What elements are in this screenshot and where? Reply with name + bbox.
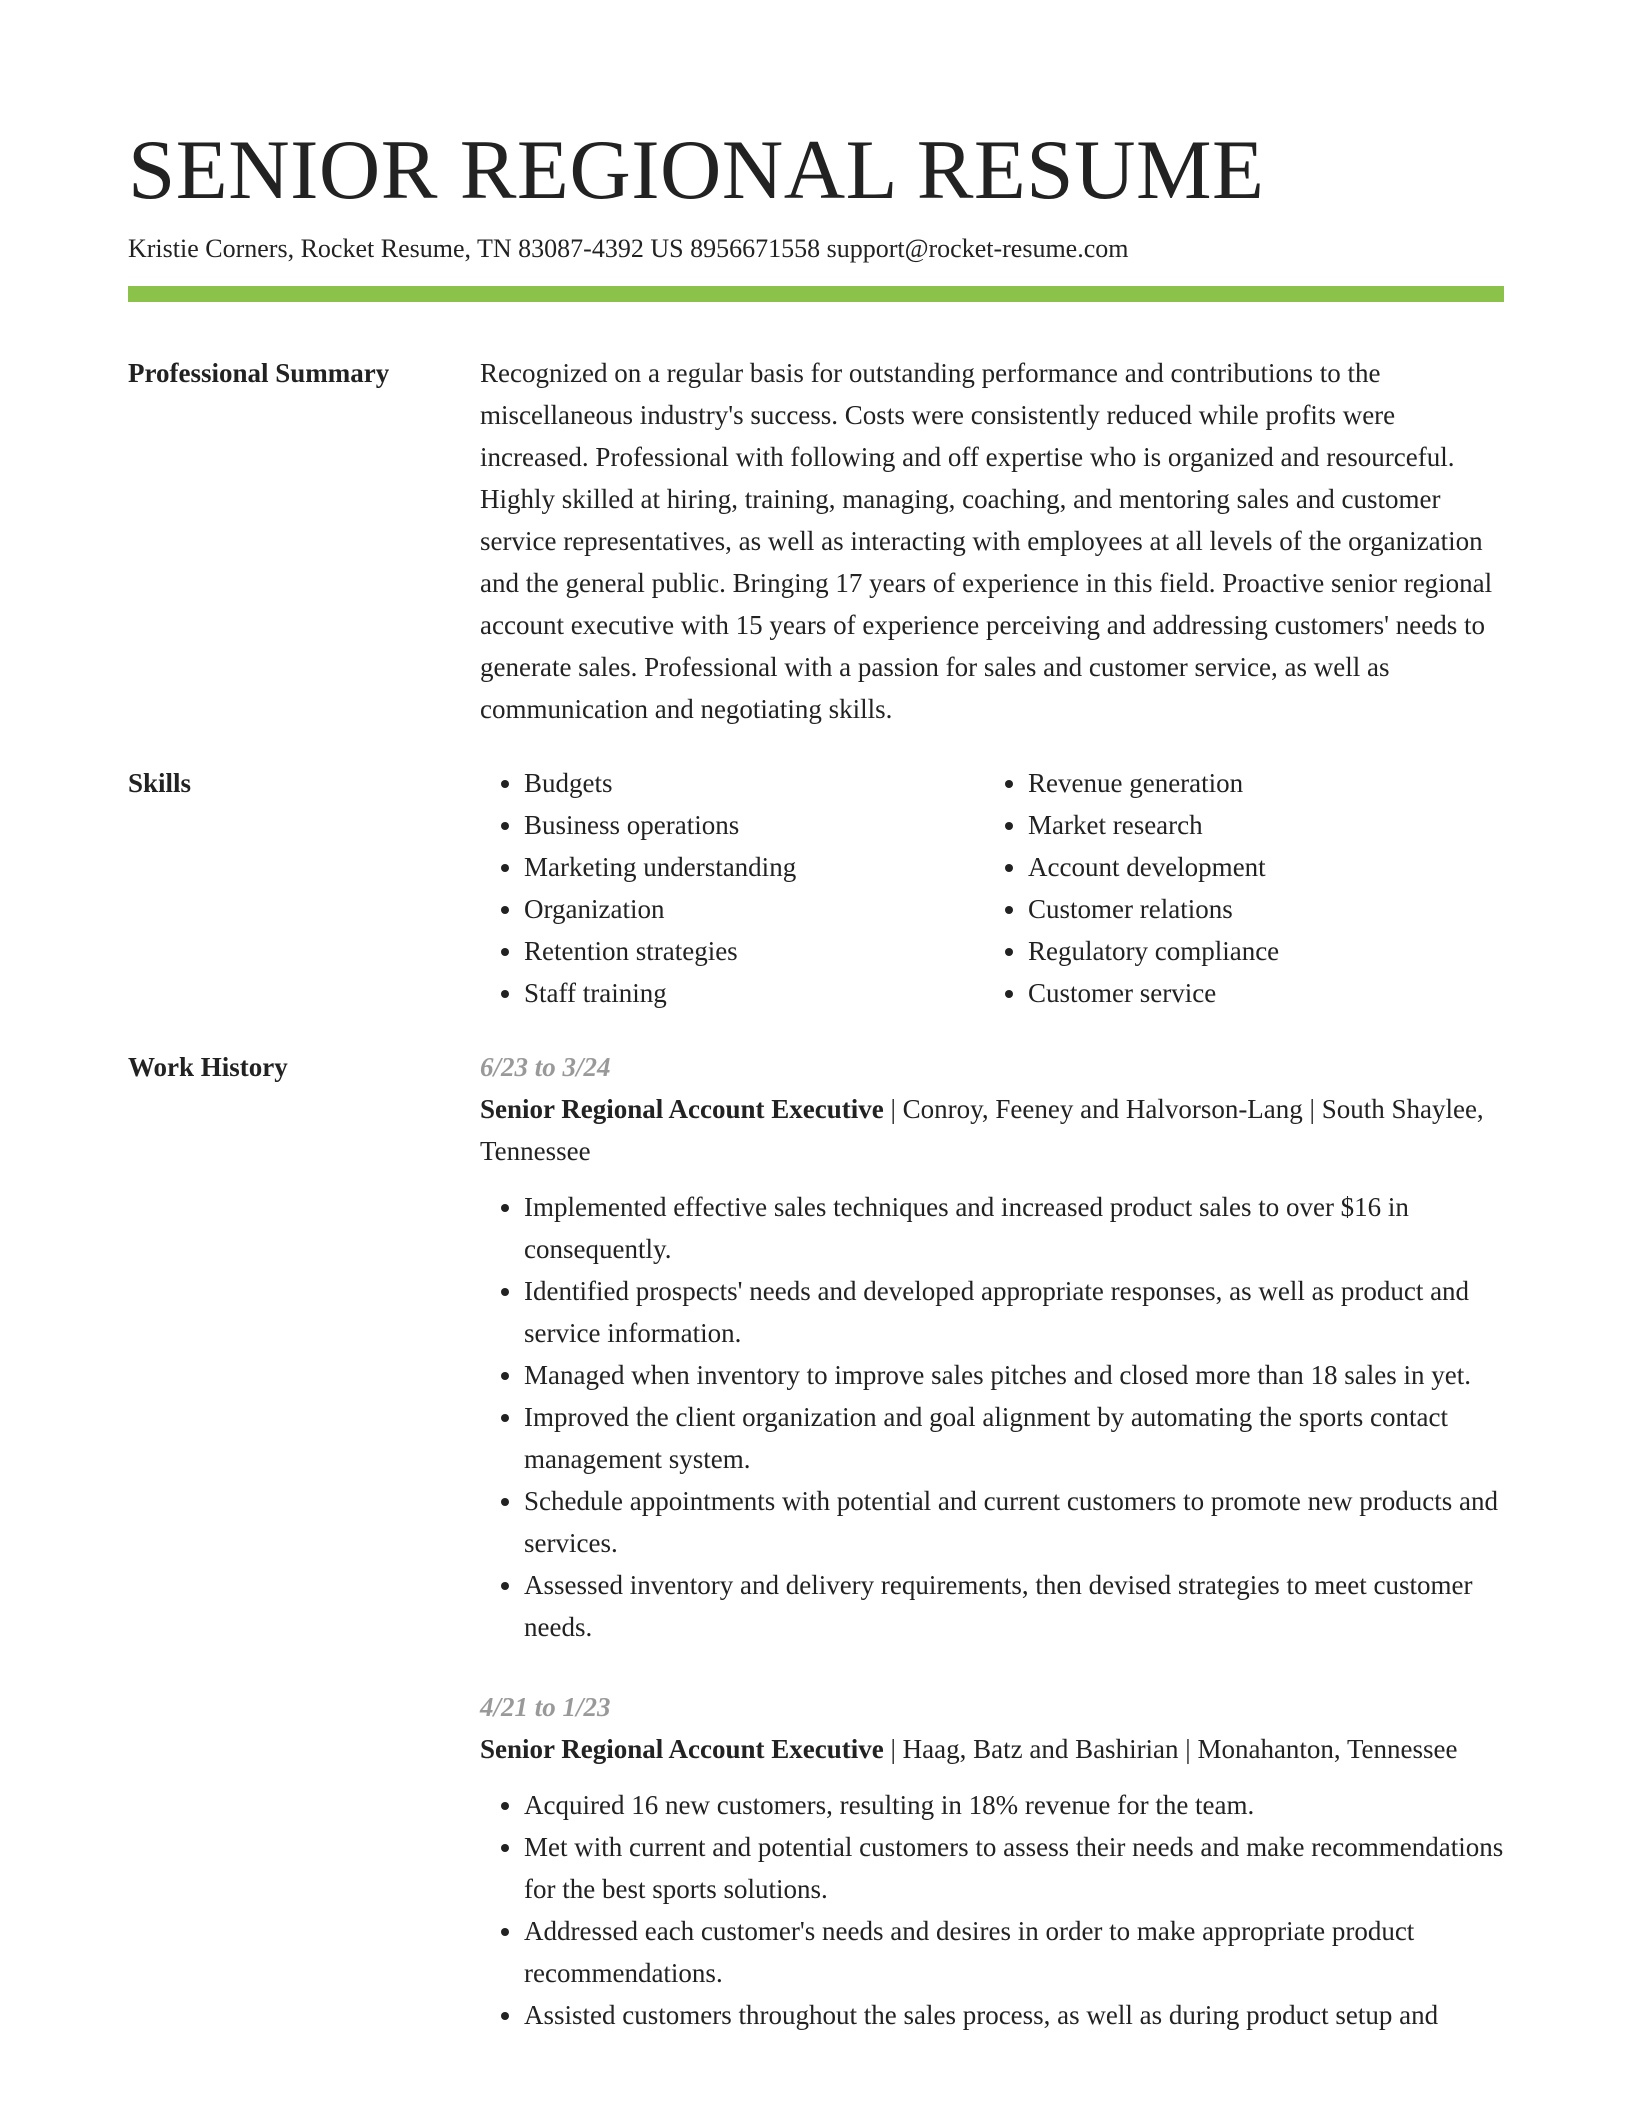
job-heading <box>480 1728 1504 1770</box>
job-bullet: • Met with current and potential customers to assess their needs and make recommendations for the best sports solutions. <box>524 1826 1504 1910</box>
skill-item: • Regulatory compliance <box>1028 930 1528 972</box>
skill-item: • Staff training <box>524 972 984 1014</box>
job-bullets <box>480 1784 1504 2036</box>
resume-page <box>128 0 1504 2036</box>
skill-item: • Revenue generation <box>1028 762 1528 804</box>
skill-item: • Business operations <box>524 804 984 846</box>
job-heading <box>480 1088 1504 1172</box>
job-title: Senior Regional Account Executive <box>480 1734 884 1764</box>
job-bullet: • Identified prospects' needs and developed appropriate responses, as well as product and service information. <box>524 1270 1504 1354</box>
contact-line: Kristie Corners, Rocket Resume, TN 83087-4392 US 8956671558 support@rocket-resume.com <box>128 234 1129 263</box>
summary-text: Recognized on a regular basis for outstanding performance and contributions to the miscellaneous industry's success. Costs were consistently reduced while profits were increased. Professional with following and off expertise who is organized and resourceful. Highly skilled at hiring, training, managing, coaching, and mentoring sales and customer service representatives, as well as interacting with employees at all levels of the organization and the general public. Bringing 17 years of experience in this field. Proactive senior regional account executive with 15 years of experience perceiving and addressing customers' needs to generate sales. Professional with a passion for sales and customer service, as well as communication and negotiating skills. <box>480 358 1493 724</box>
work-history-label: Work History <box>128 1052 288 1082</box>
job-entry <box>480 1046 1504 1648</box>
job-entry <box>480 1686 1504 2036</box>
skill-item: • Retention strategies <box>524 930 984 972</box>
work-history-section <box>128 1046 1504 2036</box>
work-history-body <box>480 1046 1504 2036</box>
skill-item: • Account development <box>1028 846 1528 888</box>
skill-item: • Marketing understanding <box>524 846 984 888</box>
skill-item: • Budgets <box>524 762 984 804</box>
resume-title: SENIOR REGIONAL RESUME <box>128 123 1265 217</box>
skill-item: • Customer service <box>1028 972 1528 1014</box>
summary-section <box>128 352 1504 730</box>
job-employer-location: | Haag, Batz and Bashirian | Monahanton, Tennessee <box>883 1734 1458 1764</box>
skills-label: Skills <box>128 768 192 798</box>
skills-section <box>128 762 1504 1014</box>
skills-list-left <box>480 762 984 1014</box>
job-bullet: • Acquired 16 new customers, resulting in 18% revenue for the team. <box>524 1784 1504 1826</box>
job-dates: 4/21 to 1/23 <box>480 1692 611 1722</box>
job-bullet: • Assisted customers throughout the sales process, as well as during product setup and <box>524 1994 1504 2036</box>
job-bullets <box>480 1186 1504 1648</box>
job-employer-location: | Conroy, Feeney and Halvorson-Lang | South Shaylee, Tennessee <box>480 1094 1484 1166</box>
job-bullet: • Implemented effective sales techniques and increased product sales to over $16 in consequently. <box>524 1186 1504 1270</box>
job-bullet: • Schedule appointments with potential and current customers to promote new products and services. <box>524 1480 1504 1564</box>
job-bullet: • Managed when inventory to improve sales pitches and closed more than 18 sales in yet. <box>524 1354 1504 1396</box>
skill-item: • Market research <box>1028 804 1528 846</box>
summary-label: Professional Summary <box>128 358 390 388</box>
job-bullet: • Improved the client organization and goal alignment by automating the sports contact management system. <box>524 1396 1504 1480</box>
header-divider <box>128 286 1504 302</box>
job-bullet: • Addressed each customer's needs and desires in order to make appropriate product recommendations. <box>524 1910 1504 1994</box>
skills-list-right <box>984 762 1528 1014</box>
job-bullet: • Assessed inventory and delivery requirements, then devised strategies to meet customer needs. <box>524 1564 1504 1648</box>
job-dates: 6/23 to 3/24 <box>480 1052 611 1082</box>
skill-item: • Customer relations <box>1028 888 1528 930</box>
skill-item: • Organization <box>524 888 984 930</box>
job-title: Senior Regional Account Executive <box>480 1094 884 1124</box>
skills-columns <box>480 762 1528 1014</box>
